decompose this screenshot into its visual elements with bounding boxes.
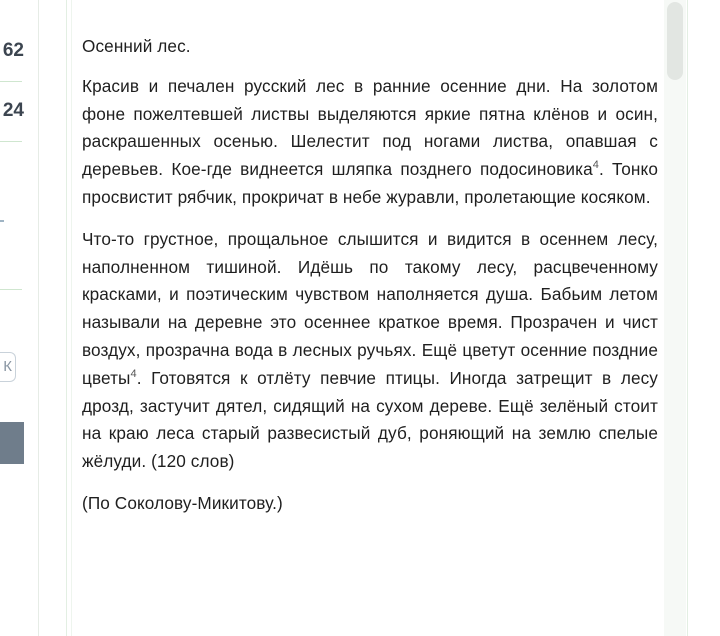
- right-margin: [696, 0, 720, 636]
- sidebar-divider: [0, 141, 22, 142]
- left-sidebar: [0, 0, 39, 636]
- sidebar-divider: [0, 289, 22, 290]
- sidebar-divider: [0, 81, 22, 82]
- sidebar-count-1: 62: [2, 40, 24, 61]
- scrollbar-thumb[interactable]: [667, 2, 683, 80]
- paragraph-2-text: Что-то грустное, прощальное слышится и видится в осеннем лесу, наполненном тишиной. Идёшь по такому лесу, расцвеченному красками, и поэтическим чувством наполняется душа. Бабьим летом называли на деревне это осеннее краткое время. Прозрачен и чист воздух, прозрачна вода в лесных ручьях. Ещё цветут осенние поздние цветы: [82, 228, 658, 388]
- sidebar-dark-button[interactable]: [0, 422, 24, 464]
- paragraph-2: [82, 226, 658, 476]
- sidebar-count-2: 24: [2, 100, 24, 121]
- article-text: [82, 33, 658, 532]
- paragraph-1-text: Красив и печален русский лес в ранние осенние дни. На золотом фоне пожелтевшей листвы выделяются яркие пятна клёнов и осин, раскрашенных осенью. Шелестит под ногами листва, опавшая с деревьев. Кое-где виднеется шляпка позднего подосиновика: [82, 75, 658, 180]
- panel-inner-border: [71, 0, 72, 636]
- paragraph-1-text-end: . Тонко просвистит рябчик, прокричат в небе журавли, пролетающие косяком.: [82, 159, 658, 207]
- sidebar-marker: [0, 220, 4, 222]
- footnote-marker: 4: [592, 159, 599, 172]
- attribution: (По Соколову-Микитову.): [82, 492, 283, 513]
- article-title: Осенний лес.: [82, 36, 191, 56]
- sidebar-button[interactable]: К: [0, 352, 16, 382]
- paragraph-1: [82, 73, 658, 212]
- footnote-marker: 4: [130, 367, 137, 380]
- scrollbar-track[interactable]: [664, 0, 686, 636]
- paragraph-2-text-end: . Готовятся к отлёту певчие птицы. Иногда затрещит в лесу дрозд, застучит дятел, сидящий на сухом дереве. Ещё зелёный стоит на краю леса старый развесистый дуб, роняющий на землю спелые жёлуди. (120 слов): [82, 367, 658, 472]
